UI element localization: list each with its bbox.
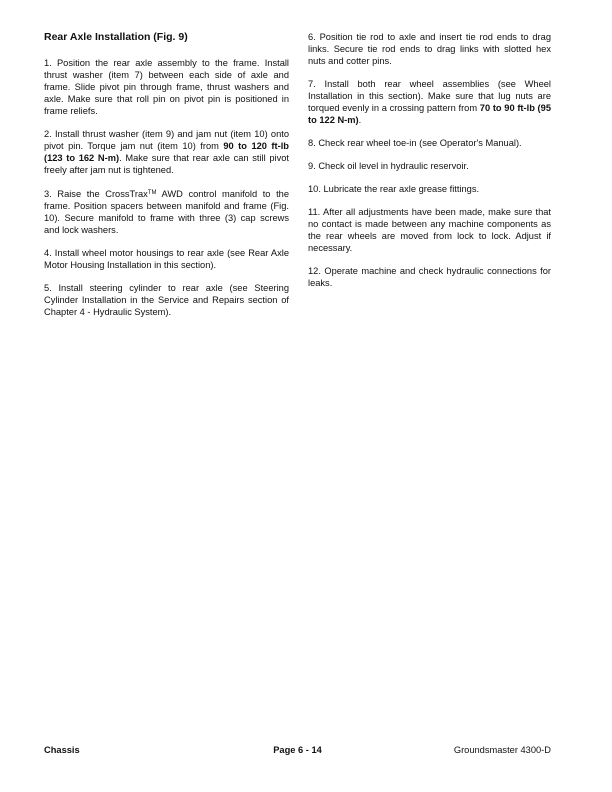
step-12: 12. Operate machine and check hydraulic connections for leaks. <box>308 266 551 288</box>
step-8: 8. Check rear wheel toe-in (see Operator's Manual). <box>308 138 522 148</box>
page-footer <box>44 745 551 759</box>
step-1: 1. Position the rear axle assembly to the frame. Install thrust washer (item 7) between each side of axle and frame. Slide pivot pin through frame, thrust washers and axle. Make sure that roll pin on pivot pin is positioned in frame reliefs. <box>44 58 289 116</box>
footer-product: Groundsmaster 4300-D <box>453 745 551 755</box>
section-heading: Rear Axle Installation (Fig. 9) <box>44 31 188 43</box>
step-9: 9. Check oil level in hydraulic reservoir. <box>308 161 469 171</box>
step-11: 11. After all adjustments have been made, make sure that no contact is made between any machine components as the rear wheels are moved from lock to lock. Adjust if necessary. <box>308 207 551 253</box>
trademark-mark: TM <box>147 190 157 196</box>
left-column <box>44 31 289 329</box>
step-6: 6. Position tie rod to axle and insert tie rod ends to drag links. Secure tie rod ends to drag links with slotted hex nuts and cotter pins. <box>308 32 551 66</box>
right-column <box>308 31 551 300</box>
step-5: 5. Install steering cylinder to rear axle (see Steering Cylinder Installation in the Service and Repairs section of Chapter 4 - Hydraulic System). <box>44 283 289 317</box>
step-7: 7. Install both rear wheel assemblies (see Wheel Installation in this section). Make sure that lug nuts are torqued evenly in a crossing pattern from 70 to 90 ft-lb (95 to 122 N-m). <box>308 79 551 125</box>
step-10: 10. Lubricate the rear axle grease fittings. <box>308 184 480 194</box>
step-3: 3. Raise the CrossTrax™ AWD control manifold to the frame. Position spacers between manifold and frame (Fig. 10). Secure manifold to frame with three (3) cap screws and lock washers. <box>44 189 289 235</box>
footer-page-number: Page 6 - 14 <box>273 745 322 755</box>
step-4: 4. Install wheel motor housings to rear axle (see Rear Axle Motor Housing Installation in this section). <box>44 248 289 270</box>
footer-section: Chassis <box>44 745 80 755</box>
step-2: 2. Install thrust washer (item 9) and jam nut (item 10) onto pivot pin. Torque jam nut (item 10) from 90 to 120 ft-lb (123 to 162 N-m). Make sure that rear axle can still pivot freely after jam nut is tightened. <box>44 129 289 175</box>
